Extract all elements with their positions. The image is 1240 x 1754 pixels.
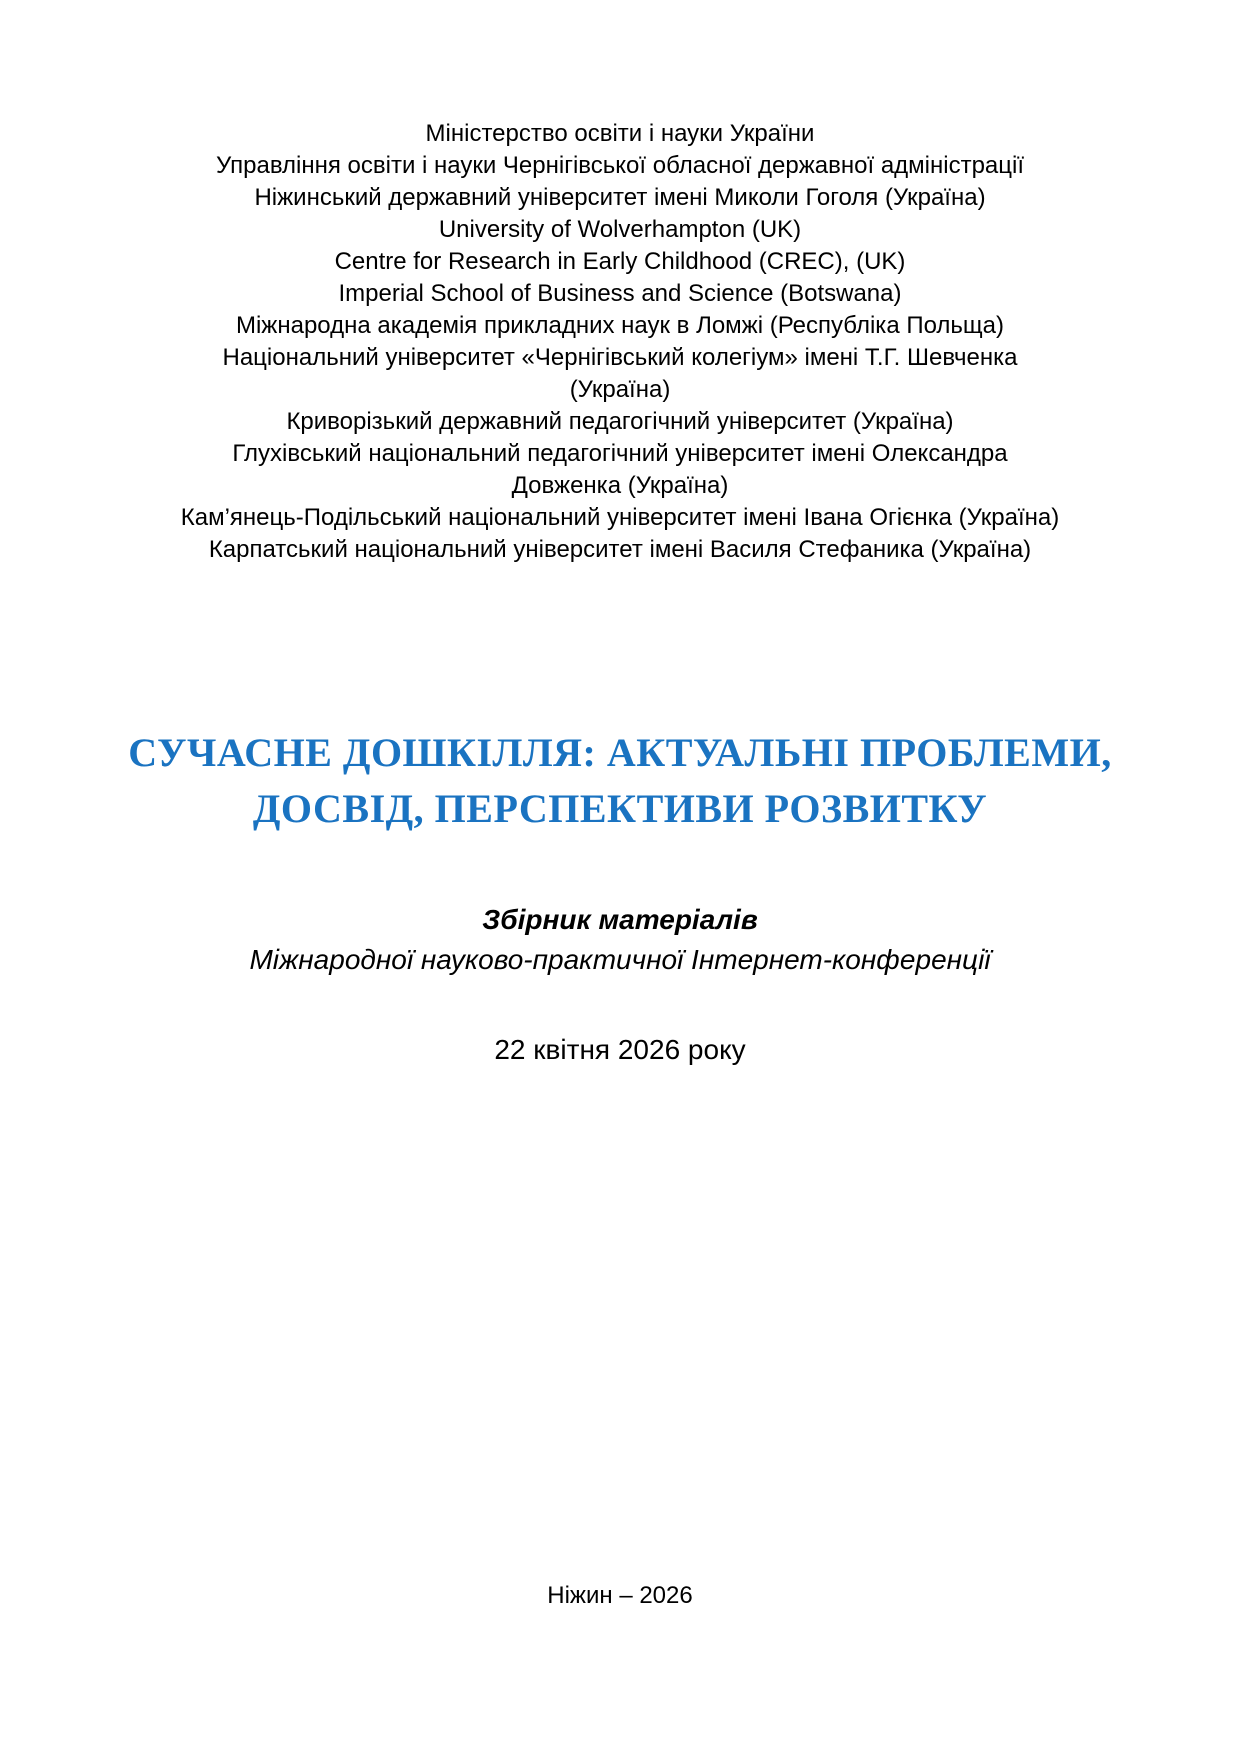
organizer-line: Ніжинський державний університет імені Миколи Гоголя (Україна) bbox=[254, 184, 986, 211]
organizer-line: Кам’янець-Подільський національний університет імені Івана Огієнка (Україна) bbox=[180, 504, 1060, 531]
organizer-line: Національний університет «Чернігівський колегіум» імені Т.Г. Шевченка bbox=[222, 344, 1018, 371]
document-subtitle bbox=[60, 900, 1180, 980]
title-line-2: ДОСВІД, ПЕРСПЕКТИВИ РОЗВИТКУ bbox=[252, 786, 988, 831]
place-and-year: Ніжин – 2026 bbox=[547, 1582, 693, 1609]
conference-date: 22 квітня 2026 року bbox=[494, 1034, 746, 1065]
organizer-line: Глухівський національний педагогічний університет імені Олександра bbox=[232, 440, 1008, 467]
organizer-line: Imperial School of Business and Science (Botswana) bbox=[338, 280, 902, 307]
organizer-line: Centre for Research in Early Childhood (CREC), (UK) bbox=[334, 248, 906, 275]
organizer-line: Міжнародна академія прикладних наук в Ломжі (Республіка Польща) bbox=[235, 312, 1005, 339]
subtitle-line-2: Міжнародної науково-практичної Інтернет-конференції bbox=[249, 944, 991, 975]
organizer-line: Криворізький державний педагогічний університет (Україна) bbox=[286, 408, 954, 435]
organizer-line: (Україна) bbox=[569, 376, 671, 403]
organizer-line: Довженка (Україна) bbox=[511, 472, 729, 499]
title-line-1: СУЧАСНЕ ДОШКІЛЛЯ: АКТУАЛЬНІ ПРОБЛЕМИ, bbox=[128, 730, 1112, 775]
organizer-line: Управління освіти і науки Чернігівської обласної державної адміністрації bbox=[215, 152, 1025, 179]
document-title bbox=[60, 725, 1180, 837]
organizer-line: Карпатський національний університет імені Василя Стефаника (Україна) bbox=[208, 536, 1032, 563]
organizer-line: Міністерство освіти і науки України bbox=[425, 120, 815, 147]
organizer-line: University of Wolverhampton (UK) bbox=[438, 216, 802, 243]
subtitle-line-1: Збірник матеріалів bbox=[482, 904, 758, 935]
organizers-list bbox=[60, 118, 1180, 566]
